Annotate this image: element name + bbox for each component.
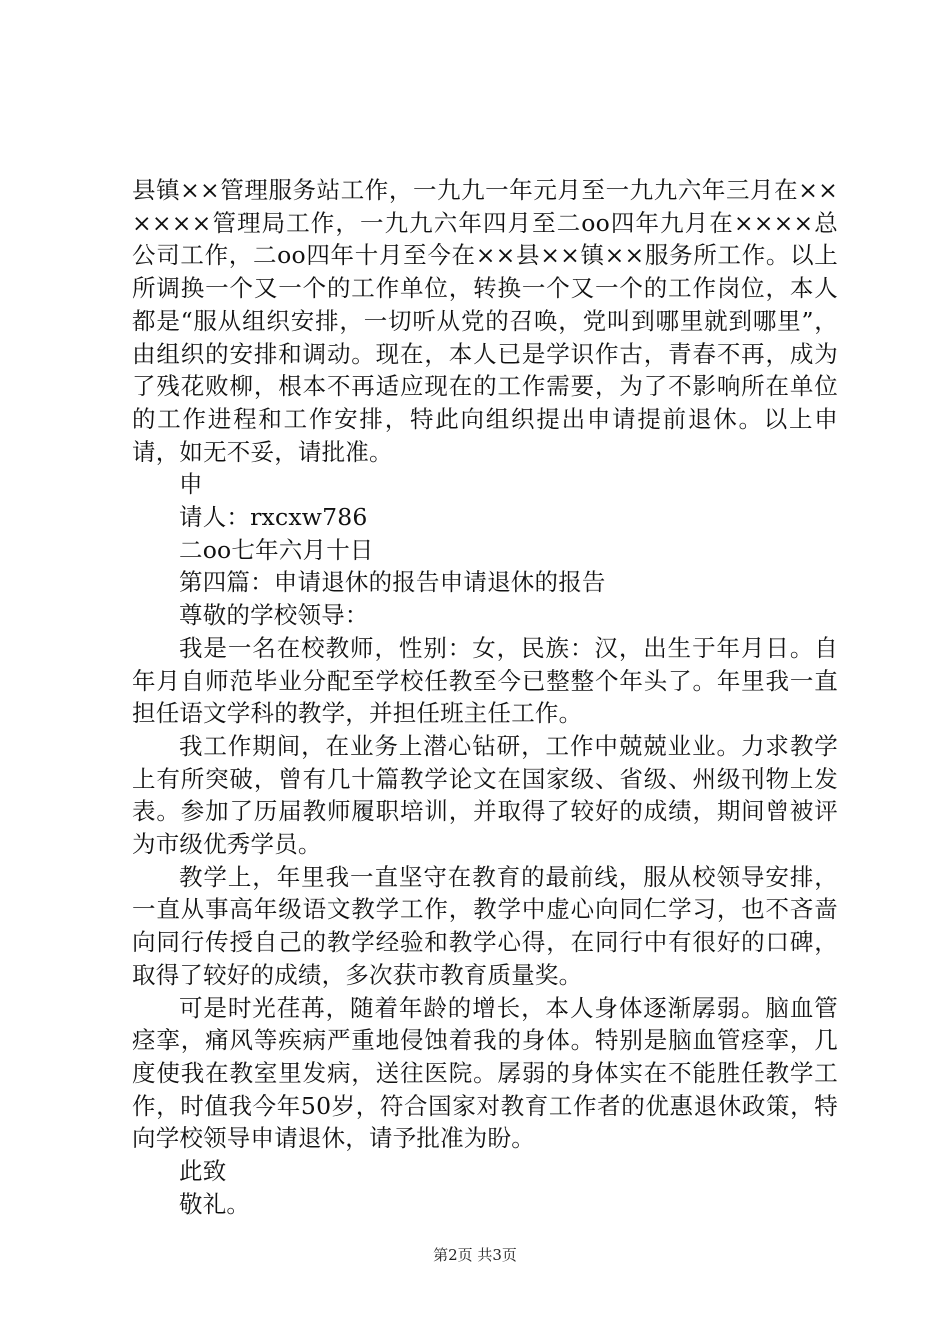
signature-date: 二oo七年六月十日 [179,535,374,564]
paragraph-retirement-request-continued: 县镇××管理服务站工作，一九九一年元月至一九九六年三月在××××××管理局工作，一九九六年四月至二oo四年九月在××××总公司工作，二oo四年十月至今在××县××镇××服务所工作。以上所调换一个又一个的工作单位，转换一个又一个的工作岗位，本人都是“服从组织安排，一切听从党的召唤，党叫到哪里就到哪里”，由组织的安排和调动。现在，本人已是学识作古，青春不再，成为了残花败柳，根本不再适应现在的工作需要，为了不影响所在单位的工作进程和工作安排，特此向组织提出申请提前退休。以上申请，如无不妥，请批准。 [132,176,838,466]
paragraph-introduction: 我是一名在校教师，性别：女，民族：汉，出生于年月日。自年月自师范毕业分配至学校任教至今已整整个年头了。年里我一直担任语文学科的教学，并担任班主任工作。 [132,633,838,728]
salutation: 尊敬的学校领导： [179,601,369,630]
closing-greeting: 此致 [179,1157,227,1186]
signature-label-part1: 申 [179,470,203,499]
signature-applicant: 请人：rxcxw786 [179,503,368,532]
paragraph-teaching-record: 教学上，年里我一直坚守在教育的最前线，服从校领导安排，一直从事高年级语文教学工作，教学中虚心向同仁学习，也不吝啬向同行传授自己的教学经验和教学心得，在同行中有很好的口碑，取得了较好的成绩，多次获市教育质量奖。 [132,862,838,989]
document-body [132,174,838,1221]
paragraph-work-achievements: 我工作期间，在业务上潜心钻研，工作中兢兢业业。力求教学上有所突破，曾有几十篇教学论文在国家级、省级、州级刊物上发表。参加了历届教师履职培训，并取得了较好的成绩，期间曾被评为市级优秀学员。 [132,731,838,859]
closing-salute: 敬礼。 [179,1189,251,1218]
page-number-footer: 第2页 共3页 [433,1246,517,1264]
section-heading: 第四篇：申请退休的报告申请退休的报告 [179,568,606,597]
paragraph-health-reason: 可是时光荏苒，随着年龄的增长，本人身体逐渐孱弱。脑血管痉挛，痛风等疾病严重地侵蚀着我的身体。特别是脑血管痉挛，几度使我在教室里发病，送往医院。孱弱的身体实在不能胜任教学工作，时值我今年50岁，符合国家对教育工作者的优惠退休政策，特向学校领导申请退休，请予批准为盼。 [132,993,838,1153]
